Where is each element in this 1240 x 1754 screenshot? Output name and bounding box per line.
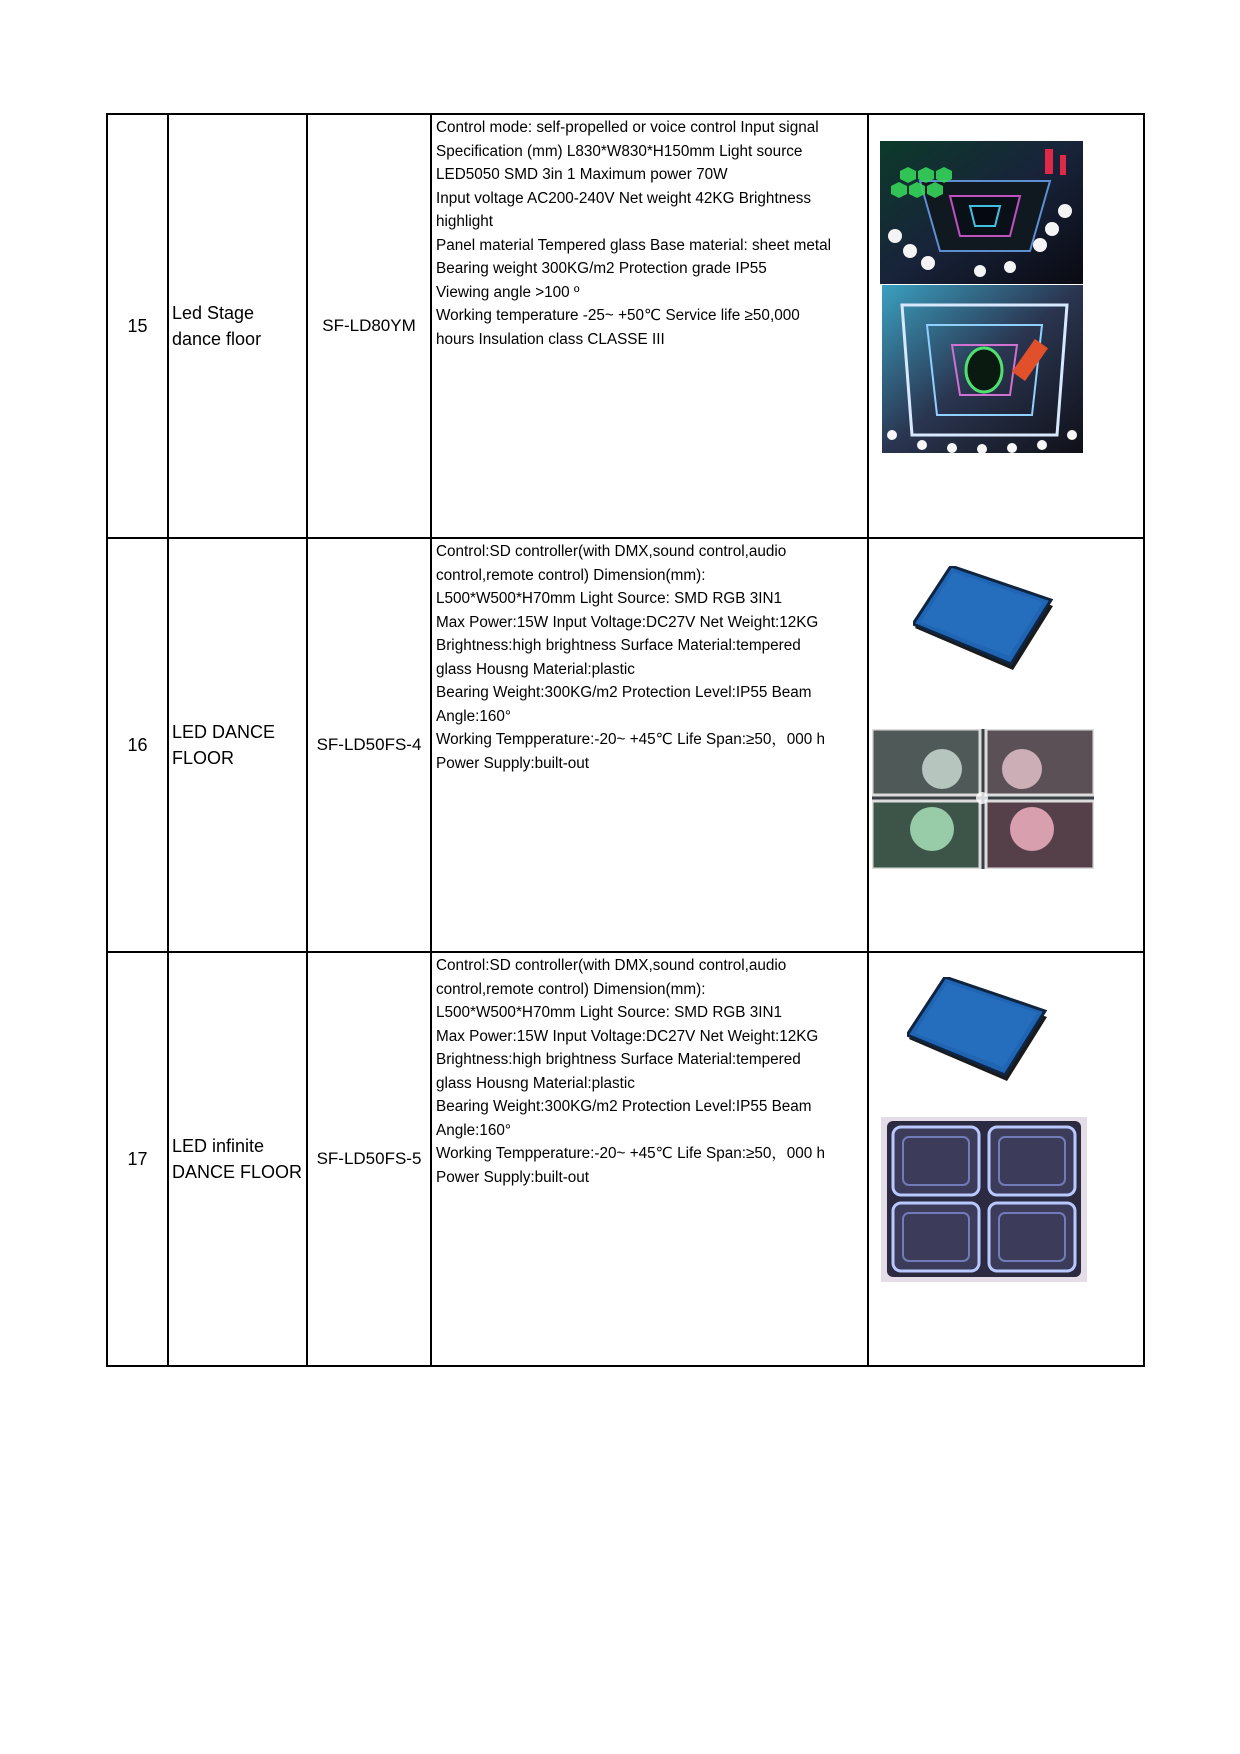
spec-line: Working Tempperature:-20~ +45℃ Life Span:≥50，000 h: [436, 1145, 825, 1162]
product-name-line: LED infinite: [172, 1136, 265, 1156]
product-name: [168, 952, 307, 1366]
product-name: [168, 114, 307, 538]
row-number: 17: [107, 952, 168, 1366]
spec-line: Brightness:high brightness Surface Material:tempered: [436, 637, 801, 654]
spec-line: Control:SD controller(with DMX,sound control,audio: [436, 543, 787, 560]
spec-line: Brightness:high brightness Surface Material:tempered: [436, 1051, 801, 1068]
spec-line: Power Supply:built-out: [436, 1168, 590, 1186]
product-name-line: LED DANCE: [172, 722, 276, 742]
product-name: [168, 538, 307, 952]
table-row: [107, 538, 1144, 952]
product-specification: [431, 114, 868, 538]
spec-line: Working Tempperature:-20~ +45℃ Life Span:≥50，000 h: [436, 731, 825, 748]
spec-line: Input voltage AC200-240V Net weight 42KG Brightness: [436, 189, 812, 207]
blue-floor-panel-photo: [913, 566, 1055, 672]
spec-line: glass Housng Material:plastic: [436, 1074, 635, 1092]
product-model: SF-LD80YM: [307, 114, 431, 538]
product-name-line: dance floor: [172, 329, 262, 349]
spec-line: Angle:160°: [436, 707, 512, 725]
spec-line: hours Insulation class CLASSE III: [436, 330, 665, 348]
spec-line: Working temperature -25~ +50℃ Service life ≥50,000: [436, 307, 800, 324]
spec-line: highlight: [436, 213, 493, 230]
table-row: [107, 114, 1144, 538]
illuminated-floor-tiles-photo: [872, 729, 1094, 869]
spec-line: L500*W500*H70mm Light Source: SMD RGB 3IN1: [436, 590, 783, 607]
product-name-line: Led Stage: [172, 303, 255, 323]
spec-line: Specification (mm) L830*W830*H150mm Light source: [436, 142, 803, 160]
spec-line: Control mode: self-propelled or voice control Input signal: [436, 119, 819, 136]
product-model: SF-LD50FS-4: [307, 538, 431, 952]
spec-line: control,remote control) Dimension(mm):: [436, 566, 706, 584]
spec-line: Max Power:15W Input Voltage:DC27V Net Weight:12KG: [436, 613, 819, 631]
product-specification: [431, 538, 868, 952]
row-number: 16: [107, 538, 168, 952]
infinity-stage-floor-hexagon-photo: [880, 141, 1083, 284]
product-images: [868, 952, 1144, 1366]
spec-line: Max Power:15W Input Voltage:DC27V Net Weight:12KG: [436, 1027, 819, 1045]
spec-line: Bearing Weight:300KG/m2 Protection Level:IP55 Beam: [436, 1098, 812, 1115]
spec-line: Angle:160°: [436, 1121, 512, 1139]
product-name-line: FLOOR: [172, 748, 235, 768]
spec-line: Bearing weight 300KG/m2 Protection grade IP55: [436, 260, 767, 277]
table-row: [107, 952, 1144, 1366]
spec-line: Panel material Tempered glass Base material: sheet metal: [436, 236, 832, 254]
product-model: SF-LD50FS-5: [307, 952, 431, 1366]
infinite-mirror-floor-tiles-photo: [881, 1117, 1087, 1282]
spec-line: LED5050 SMD 3in 1 Maximum power 70W: [436, 166, 728, 183]
product-name-line: DANCE FLOOR: [172, 1162, 303, 1182]
product-spec-table: [106, 113, 1145, 1367]
spec-line: L500*W500*H70mm Light Source: SMD RGB 3IN1: [436, 1004, 783, 1021]
spec-line: Power Supply:built-out: [436, 754, 590, 772]
row-number: 15: [107, 114, 168, 538]
spec-line: control,remote control) Dimension(mm):: [436, 980, 706, 998]
spec-line: Viewing angle >100 º: [436, 283, 580, 301]
spec-line: glass Housng Material:plastic: [436, 660, 635, 678]
spec-line: Control:SD controller(with DMX,sound control,audio: [436, 957, 787, 974]
product-images: [868, 114, 1144, 538]
spec-line: Bearing Weight:300KG/m2 Protection Level:IP55 Beam: [436, 684, 812, 701]
blue-floor-panel-photo: [907, 977, 1049, 1083]
infinity-stage-floor-tunnel-photo: [882, 285, 1083, 453]
product-specification: [431, 952, 868, 1366]
product-images: [868, 538, 1144, 952]
